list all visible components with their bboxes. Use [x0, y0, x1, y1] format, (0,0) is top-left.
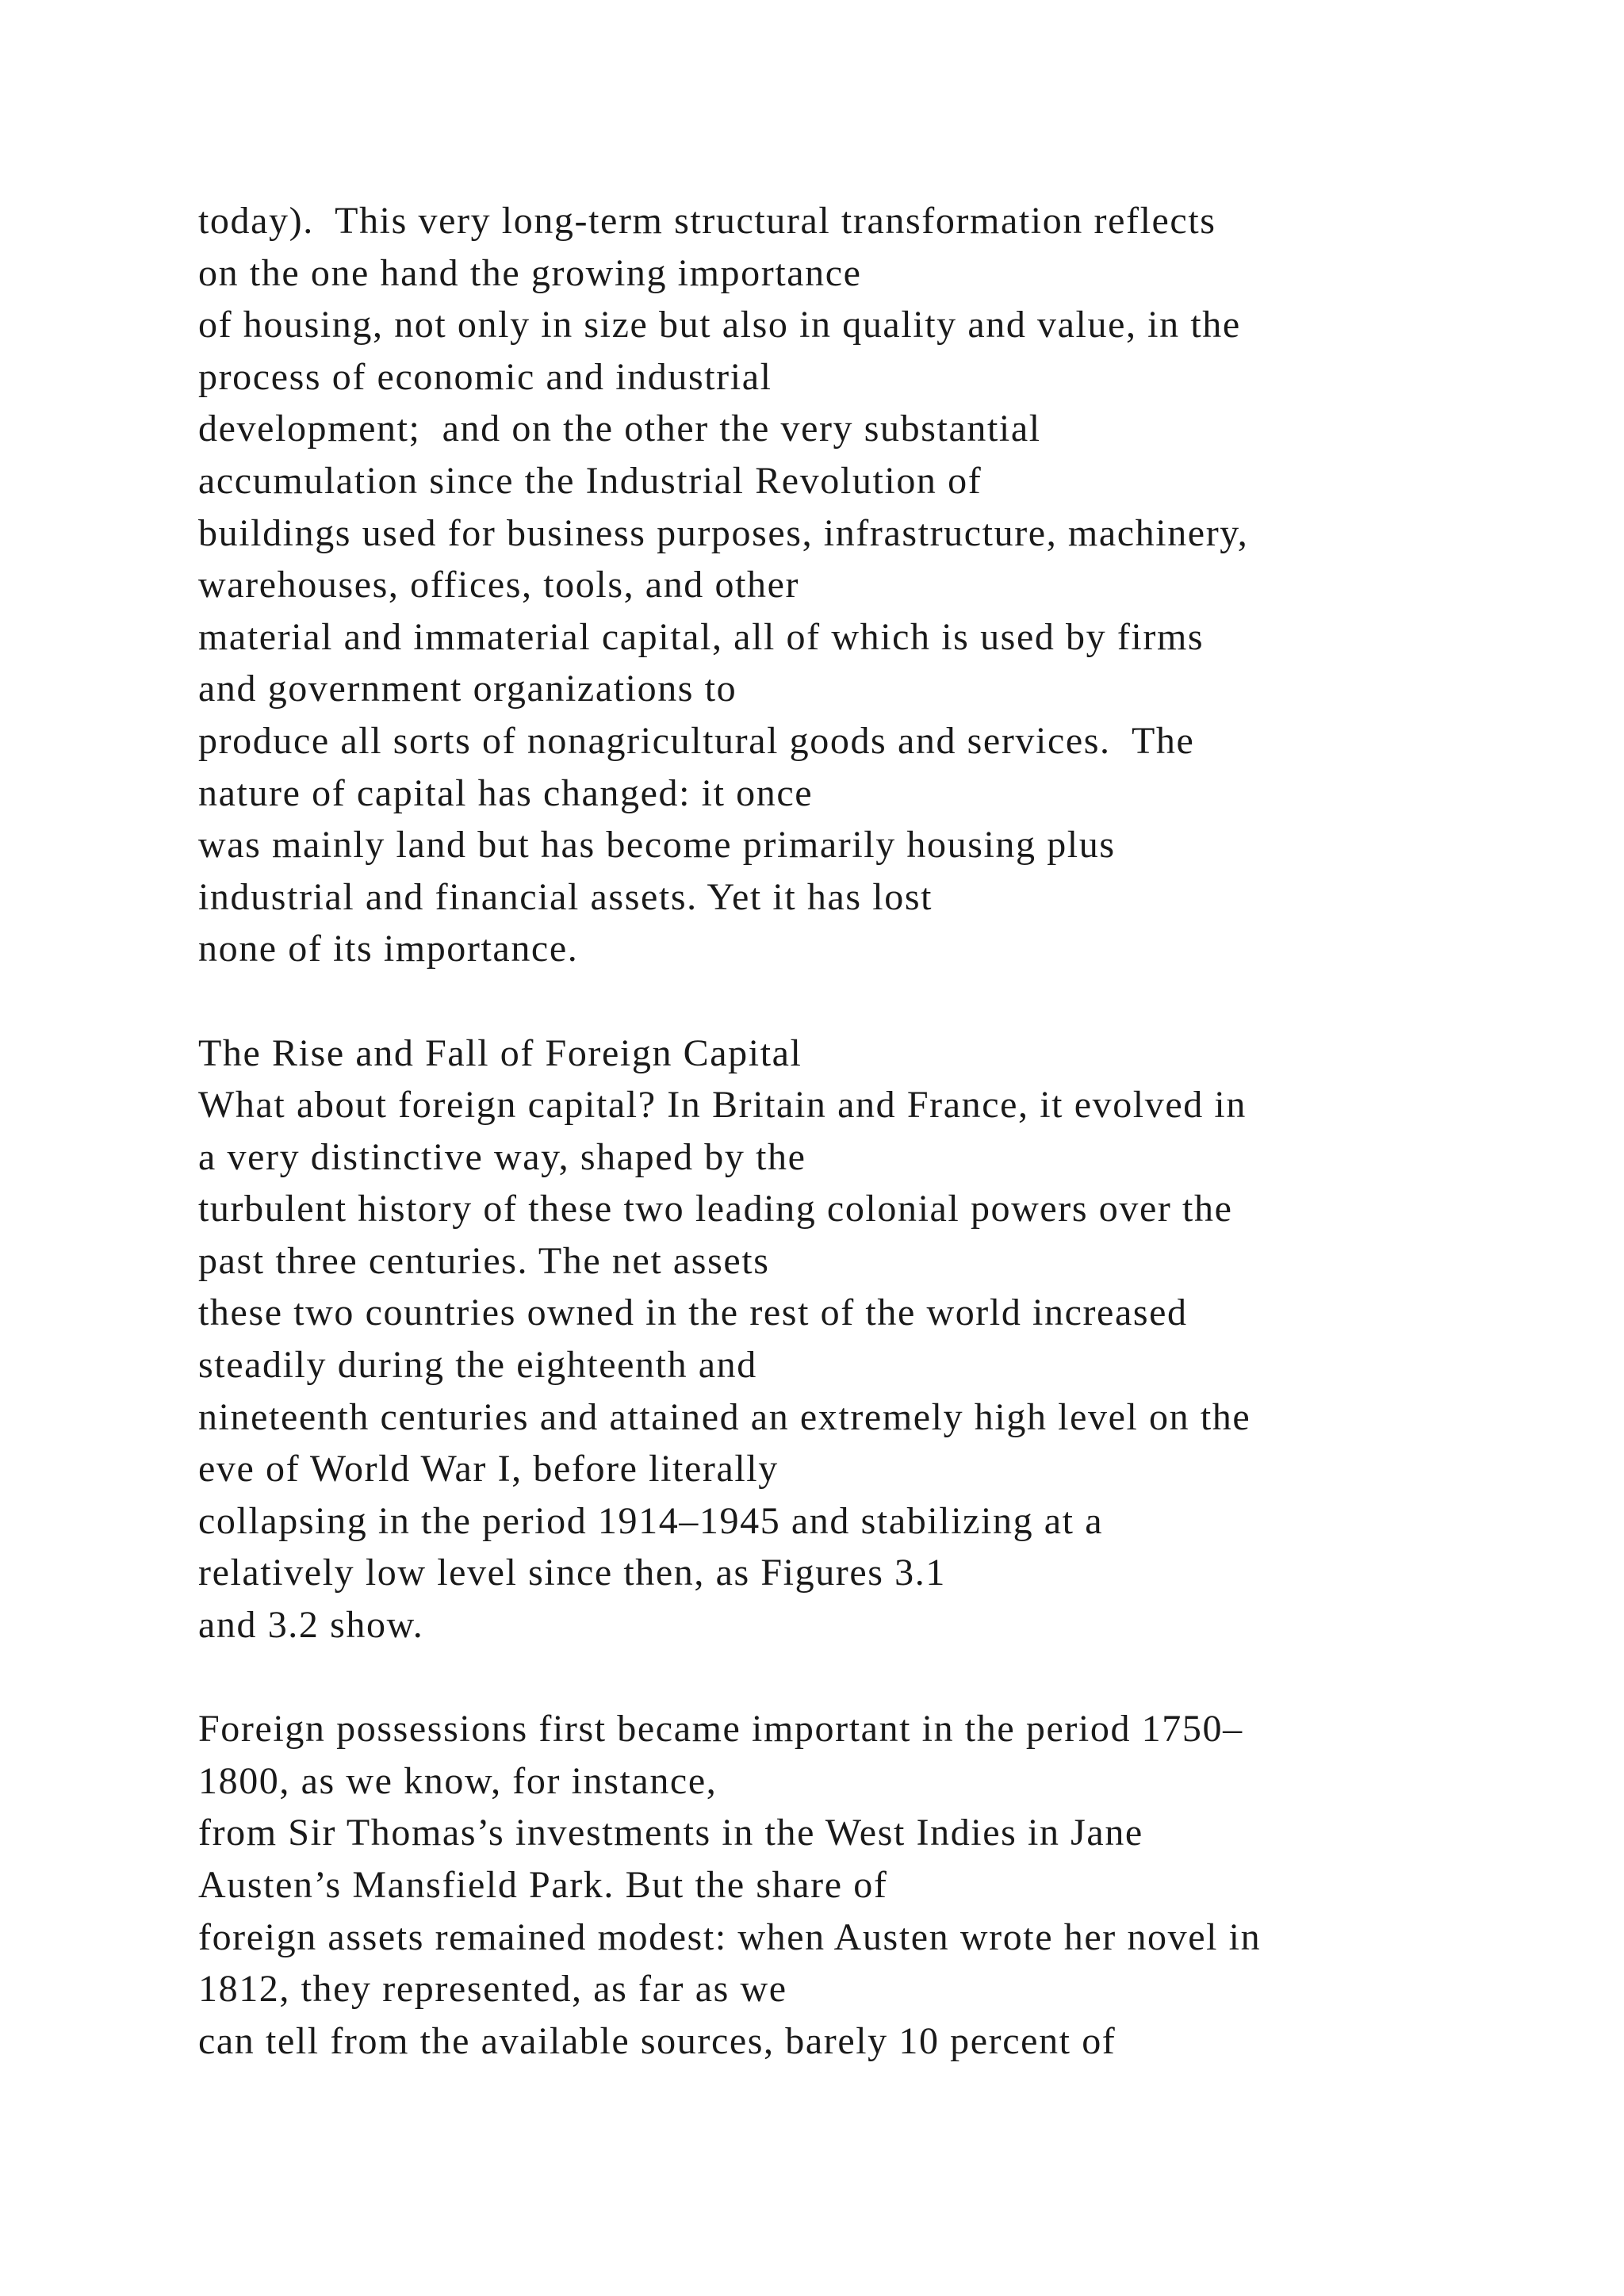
- document-body: [198, 195, 1594, 2067]
- text-line: nineteenth centuries and attained an extremely high level on the: [198, 1395, 1251, 1438]
- text-line: on the one hand the growing importance: [198, 251, 862, 294]
- text-line: eve of World War I, before literally: [198, 1448, 779, 1490]
- text-line: accumulation since the Industrial Revolution of: [198, 459, 982, 502]
- text-line: none of its importance.: [198, 928, 579, 970]
- text-line: 1812, they represented, as far as we: [198, 1968, 787, 2011]
- text-line: industrial and financial assets. Yet it has lost: [198, 875, 933, 918]
- text-line: What about foreign capital? In Britain and France, it evolved in: [198, 1084, 1247, 1127]
- text-line: turbulent history of these two leading colonial powers over the: [198, 1188, 1233, 1230]
- text-line: and 3.2 show.: [198, 1604, 424, 1647]
- text-line: process of economic and industrial: [198, 355, 772, 398]
- text-line: steadily during the eighteenth and: [198, 1344, 757, 1387]
- text-line: was mainly land but has become primarily housing plus: [198, 824, 1116, 867]
- text-line: Austen’s Mansfield Park. But the share of: [198, 1864, 888, 1906]
- text-line: material and immaterial capital, all of which is used by firms: [198, 615, 1205, 658]
- paragraph-spacer: [198, 1651, 1594, 1704]
- text-line: of housing, not only in size but also in quality and value, in the: [198, 304, 1241, 346]
- text-line: buildings used for business purposes, infrastructure, machinery,: [198, 511, 1249, 554]
- text-line: Foreign possessions first became important in the period 1750–: [198, 1708, 1243, 1751]
- text-line: warehouses, offices, tools, and other: [198, 564, 800, 607]
- text-line: collapsing in the period 1914–1945 and stabilizing at a: [198, 1499, 1104, 1542]
- paragraph-foreign-possessions: [198, 1703, 1594, 2067]
- paragraph-spacer: [198, 975, 1594, 1027]
- paragraph-capital-transformation: [198, 195, 1594, 975]
- text-line: from Sir Thomas’s investments in the West Indies in Jane: [198, 1812, 1143, 1854]
- text-line: produce all sorts of nonagricultural goods and services. The: [198, 719, 1195, 762]
- section-heading: The Rise and Fall of Foreign Capital: [198, 1031, 802, 1074]
- text-line: and government organizations to: [198, 668, 737, 710]
- text-line: a very distinctive way, shaped by the: [198, 1135, 806, 1178]
- text-line: these two countries owned in the rest of the world increased: [198, 1292, 1188, 1334]
- text-line: past three centuries. The net assets: [198, 1239, 770, 1282]
- text-line: 1800, as we know, for instance,: [198, 1759, 718, 1802]
- text-line: relatively low level since then, as Figures 3.1: [198, 1552, 946, 1594]
- text-line: foreign assets remained modest: when Austen wrote her novel in: [198, 1915, 1262, 1958]
- text-line: can tell from the available sources, barely 10 percent of: [198, 2019, 1116, 2062]
- text-line: nature of capital has changed: it once: [198, 771, 814, 814]
- text-line: today). This very long-term structural transformation reflects: [198, 200, 1216, 242]
- paragraph-foreign-capital: [198, 1027, 1594, 1651]
- text-line: development; and on the other the very substantial: [198, 408, 1041, 450]
